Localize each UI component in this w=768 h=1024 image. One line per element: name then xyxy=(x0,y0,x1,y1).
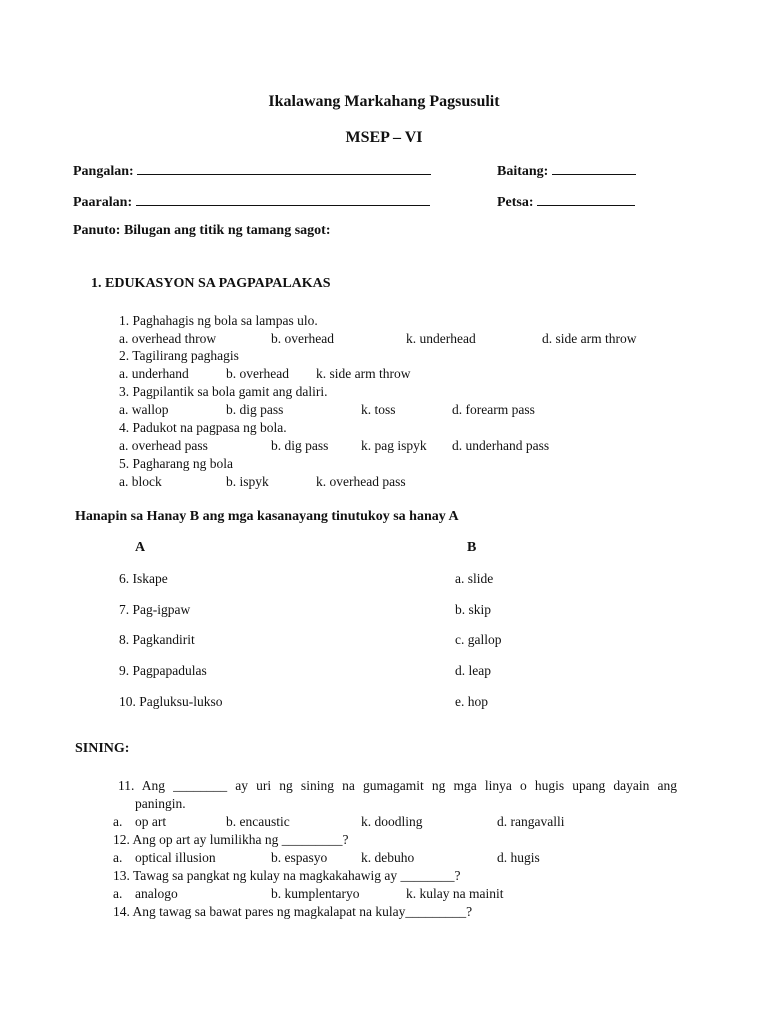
choice[interactable]: b. dig pass xyxy=(271,438,329,453)
choice[interactable]: k. toss xyxy=(361,402,396,417)
choice[interactable]: analogo xyxy=(135,886,178,901)
match-item-a: 8. Pagkandirit xyxy=(119,632,195,647)
petsa-blank[interactable] xyxy=(537,192,635,206)
choice[interactable]: b. overhead xyxy=(226,366,289,381)
page-title: Ikalawang Markahang Pagsusulit xyxy=(268,93,500,110)
paaralan-blank[interactable] xyxy=(136,192,430,206)
column-a-header: A xyxy=(135,540,146,555)
sining-heading: SINING: xyxy=(75,741,130,756)
choice[interactable]: d. rangavalli xyxy=(497,814,565,829)
match-item-b: c. gallop xyxy=(455,632,502,647)
question-text: 3. Pagpilantik sa bola gamit ang daliri. xyxy=(119,384,328,399)
match-item-a: 7. Pag-igpaw xyxy=(119,602,191,617)
baitang-label: Baitang: xyxy=(497,164,549,179)
choice[interactable]: b. dig pass xyxy=(226,402,284,417)
choice[interactable]: b. encaustic xyxy=(226,814,290,829)
pangalan-label: Pangalan: xyxy=(73,164,134,179)
choice[interactable]: k. overhead pass xyxy=(316,474,406,489)
question-text: 2. Tagilirang paghagis xyxy=(119,348,239,363)
choice-letter: a. xyxy=(113,850,123,865)
petsa-field xyxy=(497,192,635,211)
question-text: 14. Ang tawag sa bawat pares ng magkalapat na kulay_________? xyxy=(113,904,473,919)
choice-letter: a. xyxy=(113,886,123,901)
choice[interactable]: k. doodling xyxy=(361,814,423,829)
question-text: 1. Paghahagis ng bola sa lampas ulo. xyxy=(119,313,318,328)
choice[interactable]: k. debuho xyxy=(361,850,415,865)
question-text: 4. Padukot na pagpasa ng bola. xyxy=(119,420,287,435)
page-subtitle: MSEP – VI xyxy=(345,129,423,146)
petsa-label: Petsa: xyxy=(497,195,534,210)
question-text: 11. Ang ________ ay uri ng sining na gumagamit ng mga linya o hugis upang dayain ang xyxy=(118,778,677,793)
match-item-a: 10. Pagluksu-lukso xyxy=(119,694,223,709)
paaralan-label: Paaralan: xyxy=(73,195,133,210)
choice[interactable]: b. kumplentaryo xyxy=(271,886,360,901)
choice[interactable]: op art xyxy=(135,814,167,829)
question-text: 13. Tawag sa pangkat ng kulay na magkakahawig ay ________? xyxy=(113,868,461,883)
match-item-b: b. skip xyxy=(455,602,492,617)
pangalan-field xyxy=(73,161,431,180)
question-text: 5. Pagharang ng bola xyxy=(119,456,233,471)
choice[interactable]: d. hugis xyxy=(497,850,540,865)
pangalan-blank[interactable] xyxy=(137,161,431,175)
choice[interactable]: k. kulay na mainit xyxy=(406,886,504,901)
matching-instruction: Hanapin sa Hanay B ang mga kasanayang tinutukoy sa hanay A xyxy=(75,509,459,524)
choice[interactable]: d. underhand pass xyxy=(452,438,550,453)
choice[interactable]: a. wallop xyxy=(119,402,169,417)
match-item-b: a. slide xyxy=(455,571,494,586)
match-item-b: d. leap xyxy=(455,663,491,678)
choice[interactable]: d. side arm throw xyxy=(542,331,637,346)
section-heading: 1. EDUKASYON SA PAGPAPALAKAS xyxy=(91,276,331,291)
choice[interactable]: a. overhead throw xyxy=(119,331,217,346)
choice[interactable]: d. forearm pass xyxy=(452,402,535,417)
choice[interactable]: b. overhead xyxy=(271,331,334,346)
choice[interactable]: b. ispyk xyxy=(226,474,269,489)
match-item-a: 6. Iskape xyxy=(119,571,168,586)
match-item-b: e. hop xyxy=(455,694,488,709)
panuto-instruction: Panuto: Bilugan ang titik ng tamang sagot: xyxy=(73,223,331,238)
choice[interactable]: a. block xyxy=(119,474,162,489)
choice[interactable]: k. underhead xyxy=(406,331,476,346)
question-text-continued: paningin. xyxy=(135,796,186,811)
paaralan-field xyxy=(73,192,430,211)
baitang-blank[interactable] xyxy=(552,161,636,175)
choice[interactable]: a. overhead pass xyxy=(119,438,208,453)
choice-letter: a. xyxy=(113,814,123,829)
choice[interactable]: k. side arm throw xyxy=(316,366,411,381)
choice[interactable]: a. underhand xyxy=(119,366,189,381)
match-item-a: 9. Pagpapadulas xyxy=(119,663,207,678)
choice[interactable]: k. pag ispyk xyxy=(361,438,427,453)
choice[interactable]: optical illusion xyxy=(135,850,216,865)
choice[interactable]: b. espasyo xyxy=(271,850,328,865)
question-text: 12. Ang op art ay lumilikha ng _________? xyxy=(113,832,349,847)
column-b-header: B xyxy=(467,540,477,555)
baitang-field xyxy=(497,161,636,180)
